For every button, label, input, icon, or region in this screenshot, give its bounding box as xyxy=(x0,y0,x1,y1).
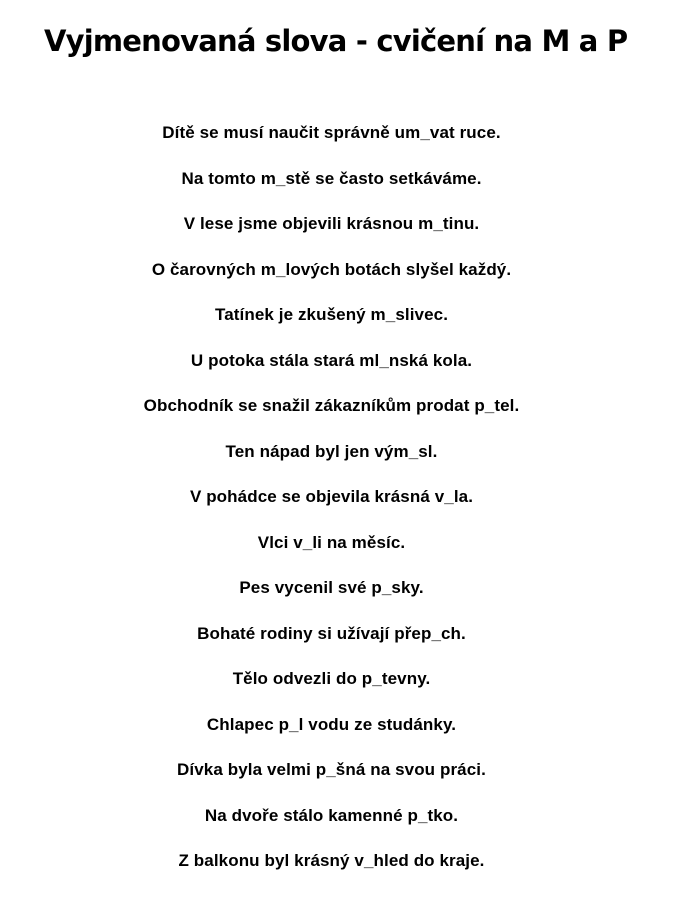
page-title: Vyjmenovaná slova - cvičení na M a P xyxy=(44,24,628,58)
exercise-sentence: Tělo odvezli do p_tevny. xyxy=(232,669,431,688)
exercise-sentence: Na dvoře stálo kamenné p_tko. xyxy=(204,805,459,825)
exercise-sentence: V lese jsme objevili krásnou m_tinu. xyxy=(183,214,480,233)
exercise-list xyxy=(0,120,663,894)
exercise-sentence: Tatínek je zkušený m_slivec. xyxy=(214,305,449,324)
exercise-sentence: O čarovných m_lových botách slyšel každý. xyxy=(151,259,512,279)
exercise-sentence: V pohádce se objevila krásná v_la. xyxy=(189,487,474,506)
exercise-sentence: Ten nápad byl jen vým_sl. xyxy=(225,441,438,461)
exercise-sentence: Na tomto m_stě se často setkáváme. xyxy=(181,168,482,188)
exercise-sentence: Z balkonu byl krásný v_hled do kraje. xyxy=(178,851,485,870)
exercise-sentence: Chlapec p_l vodu ze studánky. xyxy=(206,714,457,734)
exercise-sentence: Dítě se musí naučit správně um_vat ruce. xyxy=(162,123,501,142)
exercise-sentence: Bohaté rodiny si užívají přep_ch. xyxy=(197,623,466,643)
exercise-sentence: Dívka byla velmi p_šná na svou práci. xyxy=(177,760,486,779)
exercise-sentence: U potoka stála stará ml_nská kola. xyxy=(190,350,473,370)
exercise-sentence: Obchodník se snažil zákazníkům prodat p_tel. xyxy=(143,396,520,415)
exercise-sentence: Vlci v_li na měsíc. xyxy=(257,532,406,552)
exercise-sentence: Pes vycenil své p_sky. xyxy=(239,578,424,597)
